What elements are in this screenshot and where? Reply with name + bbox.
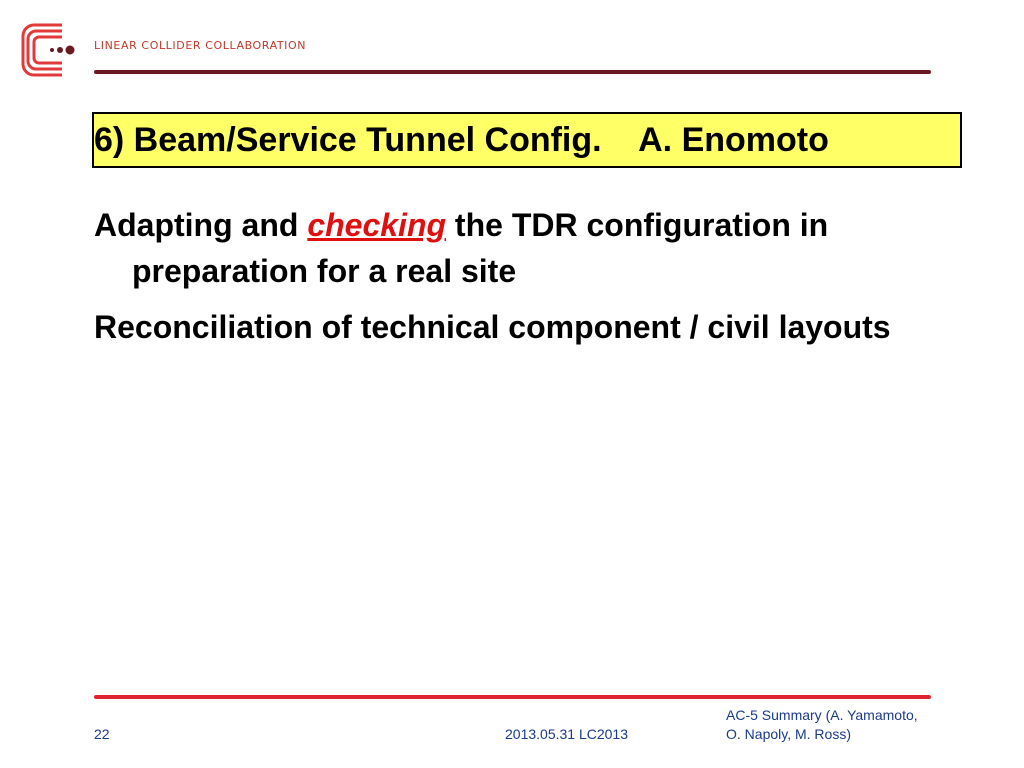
slide-body <box>94 202 954 360</box>
bullet-item <box>94 304 954 350</box>
bullet-text-end: the TDR configuration in preparation for a real site <box>132 207 829 289</box>
footer-divider <box>94 695 931 699</box>
footer-summary: AC-5 Summary (A. Yamamoto, O. Napoly, M. Ross) <box>726 707 918 742</box>
header-divider <box>94 70 931 74</box>
bullet-item <box>94 202 954 294</box>
emphasis-word: checking <box>307 207 447 243</box>
bullet-text: Reconciliation of technical component / civil layouts <box>94 309 891 345</box>
slide-title: 6) Beam/Service Tunnel Config. A. Enomoto <box>94 121 829 159</box>
bullet-text-start: Adapting and <box>94 207 308 243</box>
page-number: 22 <box>94 726 110 742</box>
organization-name: LINEAR COLLIDER COLLABORATION <box>94 39 307 52</box>
slide-title-box <box>92 112 962 168</box>
lcc-logo-icon <box>20 22 76 78</box>
footer-date-event: 2013.05.31 LC2013 <box>505 726 628 742</box>
